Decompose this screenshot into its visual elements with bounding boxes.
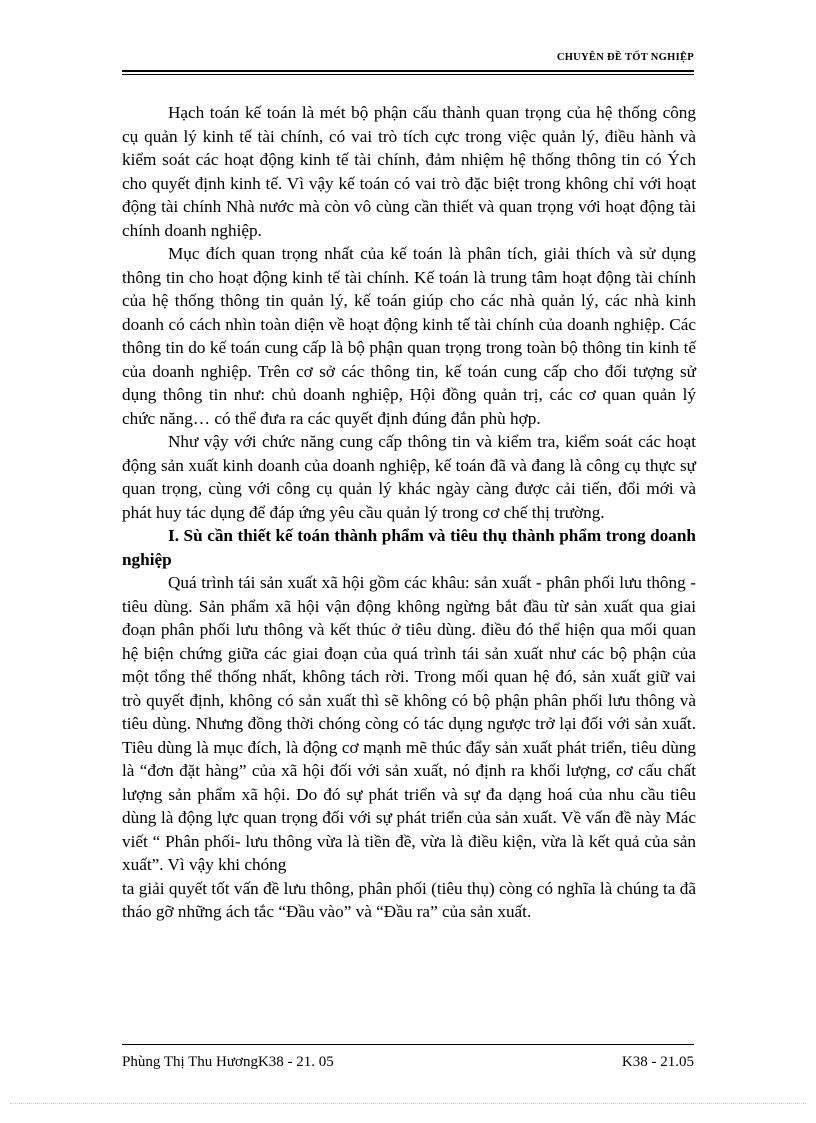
- document-body: [122, 101, 696, 924]
- paragraph-2: Mục đích quan trọng nhất của kế toán là phân tích, giải thích và sử dụng thông tin cho hoạt động kinh tế tài chính. Kế toán là trung tâm hoạt động tài chính của hệ thống thông tin quản lý, kế toán giúp cho các nhà quản lý, các nhà kinh doanh có cách nhìn toàn diện về hoạt động kinh tế tài chính của doanh nghiệp. Các thông tin do kế toán cung cấp là bộ phận quan trọng trong toàn bộ thông tin kinh tế của doanh nghiệp. Trên cơ sở các thông tin, kế toán cung cấp cho đối tượng sử dụng thông tin như: chủ doanh nghiệp, Hội đồng quản trị, các cơ quan quản lý chức năng… có thể đưa ra các quyết định đúng đắn phù hợp.: [122, 244, 696, 428]
- footer-author: Phùng Thị Thu HươngK38 - 21. 05: [122, 1054, 334, 1070]
- paragraph-1: Hạch toán kế toán là mét bộ phận cấu thành quan trọng của hệ thống công cụ quản lý kinh tế tài chính, có vai trò tích cực trong việc quản lý, điều hành và kiểm soát các hoạt động kinh tế tài chính, đảm nhiệm hệ thống thông tin có Ých cho quyết định kinh tế. Vì vậy kế toán có vai trò đặc biệt trong không chỉ với hoạt động tài chính Nhà nước mà còn vô cùng cần thiết và quan trọng với hoạt động tài chính doanh nghiệp.: [122, 103, 696, 240]
- paragraph-3: Như vậy với chức năng cung cấp thông tin và kiểm tra, kiểm soát các hoạt động sản xuất kinh doanh của doanh nghiệp, kế toán đã và đang là công cụ thực sự quan trọng, cùng với công cụ quản lý khác ngày càng được cải tiến, đổi mới và phát huy tác dụng để đáp ứng yêu cầu quản lý trong cơ chế thị trường.: [122, 432, 696, 522]
- header-rule-thin: [122, 74, 694, 75]
- section-heading: I. Sù cần thiết kế toán thành phẩm và tiêu thụ thành phẩm trong doanh nghiệp: [122, 526, 696, 569]
- footer-rule: [122, 1044, 694, 1045]
- page-bottom-border: [10, 1103, 806, 1104]
- continuation-paragraph: ta giải quyết tốt vấn đề lưu thông, phân phối (tiêu thụ) còng có nghĩa là chúng ta đã tháo gỡ những ách tắc “Đầu vào” và “Đầu ra” của sản xuất.: [122, 878, 696, 921]
- header-rule: [122, 70, 694, 72]
- section-paragraph: Quá trình tái sản xuất xã hội gồm các khâu: sản xuất - phân phối lưu thông - tiêu dùng. Sản phẩm xã hội vận động không ngừng bắt đầu từ sản xuất qua giai đoạn phân phối lưu thông và kết thúc ở tiêu dùng. điều đó thể hiện qua mối quan hệ biện chứng giữa các giai đoạn của quá trình tái sản xuất như các bộ phận của một tổng thể thống nhất, không tách rời. Trong mối quan hệ đó, sản xuất giữ vai trò quyết định, không có sản xuất thì sẽ không có bộ phận phân phối lưu thông và tiêu dùng. Nhưng đồng thời chóng còng có tác dụng ngược trở lại đối với sản xuất. Tiêu dùng là mục đích, là động cơ mạnh mẽ thúc đẩy sản xuất phát triển, tiêu dùng là “đơn đặt hàng” của xã hội đối với sản xuất, nó định ra khối lượng, cơ cấu chất lượng sản phẩm xã hội. Do đó sự phát triển và sự đa dạng hoá của nhu cầu tiêu dùng là động lực quan trọng đối với sự phát triển của sản xuất. Về vấn đề này Mác viết “ Phân phối- lưu thông vừa là tiền đề, vừa là điều kiện, vừa là kết quả của sản xuất”. Vì vậy khi chóng: [122, 573, 696, 874]
- header-title: CHUYÊN ĐỀ TỐT NGHIỆP: [556, 52, 694, 63]
- footer-class-code: K38 - 21.05: [621, 1054, 694, 1070]
